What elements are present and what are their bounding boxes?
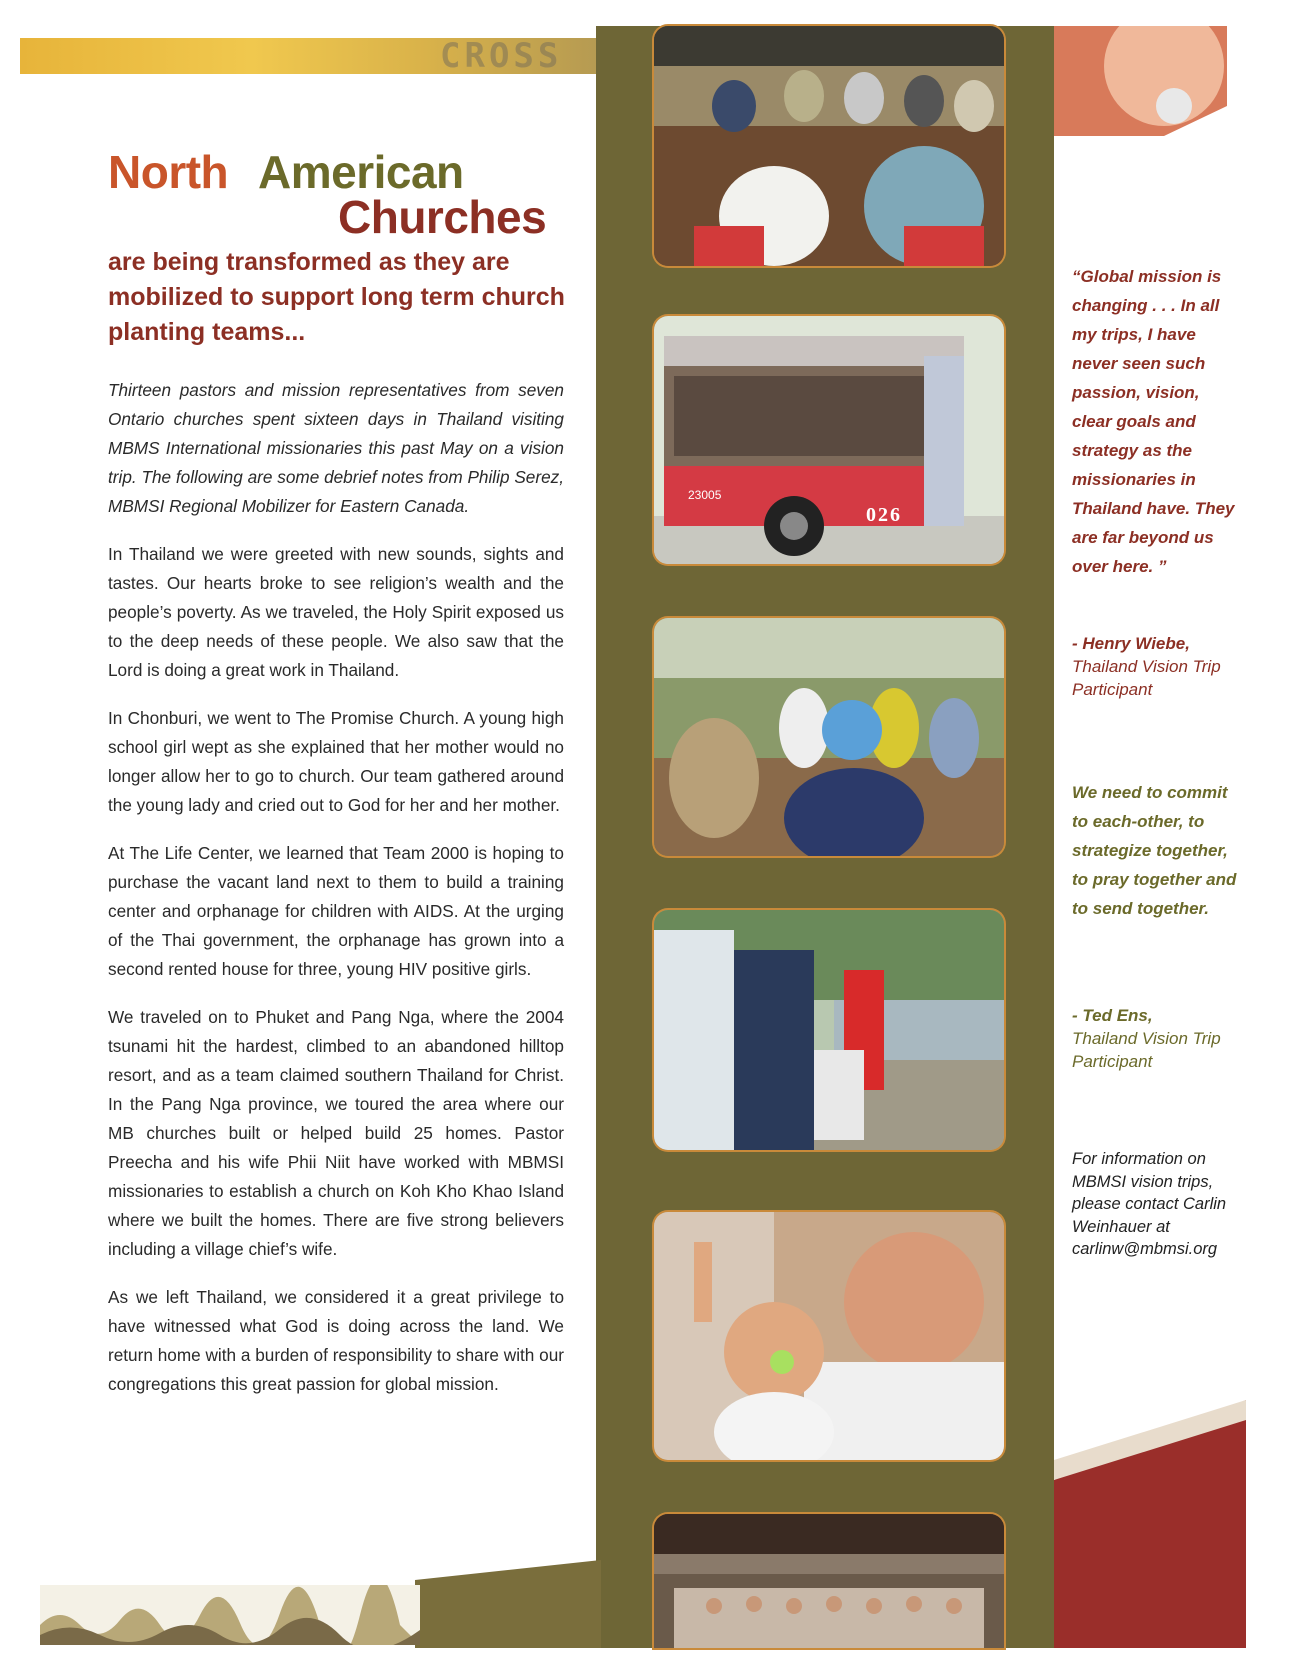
- quote-attribution: [1072, 1004, 1252, 1073]
- bus-plate-text: 23005: [688, 488, 722, 502]
- decorative-bottom-band: [415, 1560, 601, 1648]
- quote-author-name: - Henry Wiebe,: [1072, 634, 1190, 653]
- photo-man-with-baby: [654, 1212, 1004, 1460]
- quote-author-role: Thailand Vision Trip Participant: [1072, 1029, 1221, 1071]
- article-paragraph: We traveled on to Phuket and Pang Nga, where the 2004 tsunami hit the hardest, climbed to an abandoned hilltop resort, and as a team claimed southern Thailand for Christ. In the Pang Nga province, we toured the area where our MB churches built or helped build 25 homes. Pastor Preecha and his wife Phii Niit have worked with MBMSI missionaries to establish a church on Koh Kho Khao Island where we built the homes. There are five strong believers including a village chief’s wife.: [108, 1007, 564, 1259]
- quote-author-role: Thailand Vision Trip Participant: [1072, 657, 1221, 699]
- photo-reading-group: [654, 910, 1004, 1150]
- quote-henry-wiebe: “Global mission is changing . . . In all my trips, I have never seen such passion, vision, clear goals and strategy as the missionaries in Thailand have. They are far beyond us over here. ”: [1072, 267, 1235, 576]
- headline-word-north: North: [108, 146, 229, 198]
- film-strip: [596, 26, 1054, 1648]
- headline-word-american: American: [258, 146, 464, 198]
- article-paragraph: At The Life Center, we learned that Team 2000 is hoping to purchase the vacant land next to them to build a training center and orphanage for children with AIDS. At the urging of the Thai government, the orphanage has grown into a second rented house for three, young HIV positive girls.: [108, 843, 564, 979]
- photo-park-group: [654, 618, 1004, 856]
- article-paragraph: As we left Thailand, we considered it a great privilege to have witnessed what God is doing across the land. We return home with a burden of responsibility to share with our congregations this great passion for global mission.: [108, 1287, 564, 1394]
- headline-word-churches: Churches: [338, 191, 547, 243]
- photo-bus: [654, 316, 1004, 564]
- article-intro: Thirteen pastors and mission representatives from seven Ontario churches spent sixteen days in Thailand visiting MBMS International missionaries this past May on a vision trip. The following are some debrief notes from Philip Serez, MBMSI Regional Mobilizer for Eastern Canada.: [108, 380, 564, 516]
- article-body: [108, 376, 564, 1418]
- quote-author-name: - Ted Ens,: [1072, 1006, 1153, 1025]
- contact-info: For information on MBMSI vision trips, please contact Carlin Weinhauer at carlinw@mbmsi.org: [1072, 1150, 1227, 1258]
- decorative-crowd-silhouette: [40, 1585, 420, 1645]
- photo-baby-closeup: [1054, 26, 1227, 136]
- article-paragraph: In Thailand we were greeted with new sounds, sights and tastes. Our hearts broke to see religion’s wealth and the people’s poverty. As we traveled, the Holy Spirit exposed us to the deep needs of these people. We also saw that the Lord is doing a great work in Thailand.: [108, 544, 564, 680]
- photo-group-meeting: [654, 26, 1004, 266]
- decorative-red-corner: [1054, 1400, 1254, 1648]
- subheadline: are being transformed as they are mobilized to support long term church planting teams...: [108, 248, 565, 346]
- photo-large-group: [654, 1514, 1004, 1648]
- quote-ted-ens: We need to commit to each-other, to strategize together, to pray together and to send together.: [1072, 783, 1237, 918]
- bus-number-text: 026: [866, 504, 902, 526]
- quote-attribution: [1072, 632, 1252, 701]
- article-paragraph: In Chonburi, we went to The Promise Church. A young high school girl wept as she explained that her mother would no longer allow her to go to church. Our team gathered around the young lady and cried out to God for her and her mother.: [108, 708, 564, 815]
- header-band-text: CROSS: [440, 36, 563, 76]
